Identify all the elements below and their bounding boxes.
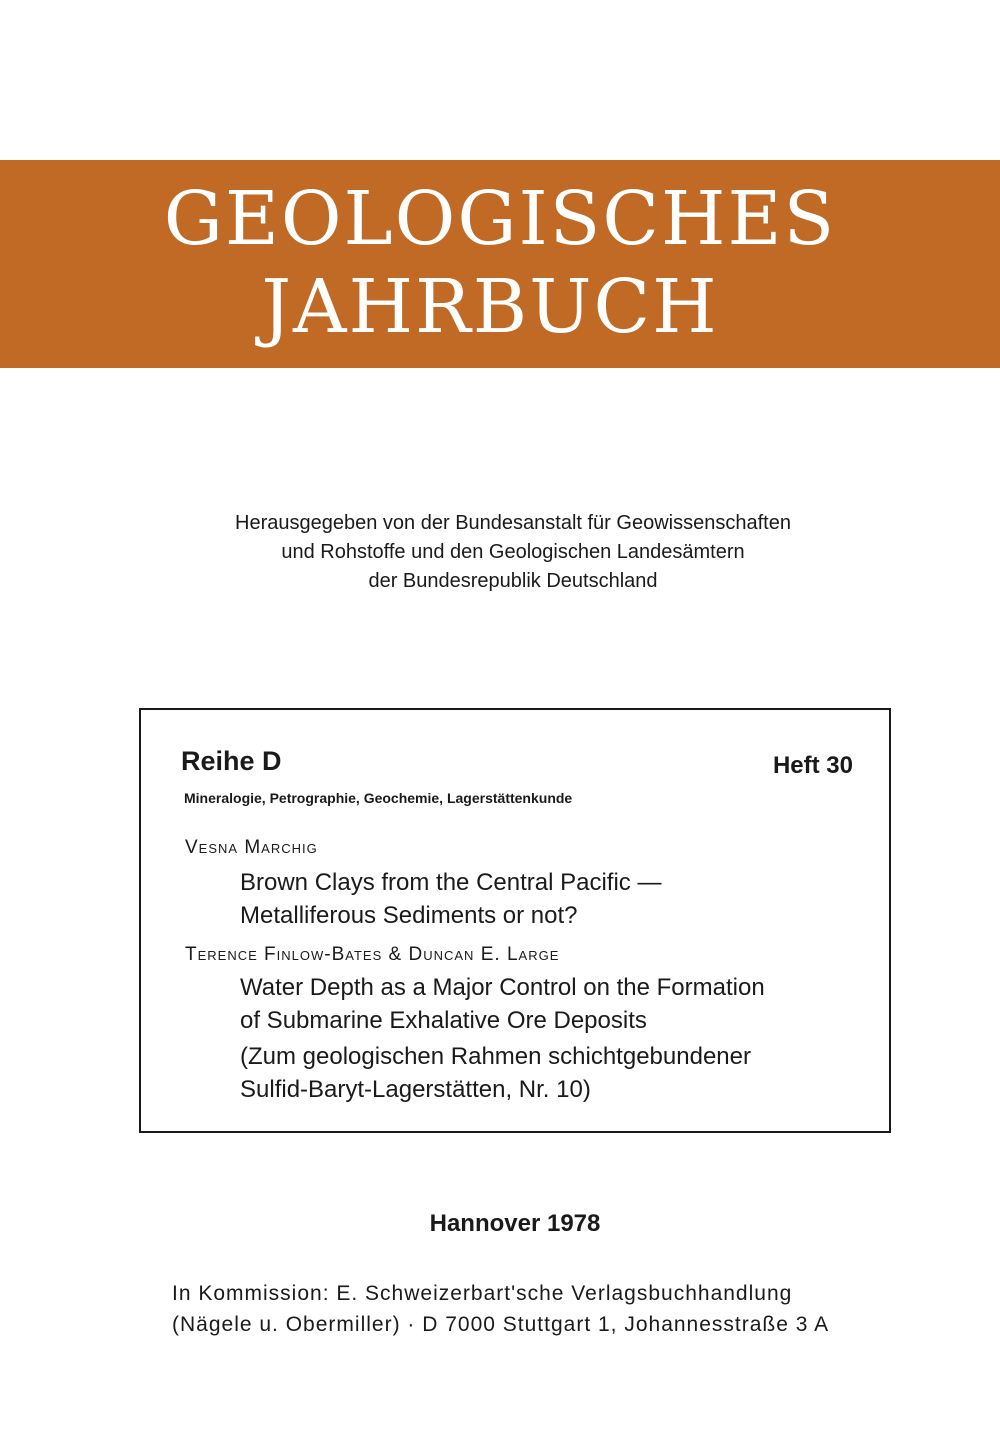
imprint-line: In Kommission: E. Schweizerbart'sche Verlagsbuchhandlung xyxy=(172,1282,793,1305)
article-title-line: of Submarine Exhalative Ore Deposits xyxy=(240,1007,647,1034)
article-subtitle-line: Sulfid-Baryt-Lagerstätten, Nr. 10) xyxy=(240,1076,591,1103)
article-author: Terence Finlow-Bates & Duncan E. Large xyxy=(185,944,560,965)
article-title xyxy=(240,971,765,1037)
article-title xyxy=(240,866,661,932)
article-subtitle-line: (Zum geologischen Rahmen schichtgebundener xyxy=(240,1043,751,1070)
series-label: Reihe D xyxy=(181,746,282,776)
imprint xyxy=(172,1278,829,1340)
contents-box xyxy=(139,708,891,1133)
article-title-line: Water Depth as a Major Control on the Formation xyxy=(240,974,765,1001)
article-title-line: Brown Clays from the Central Pacific — xyxy=(240,869,662,896)
publisher-line: der Bundesrepublik Deutschland xyxy=(368,570,658,592)
title-band xyxy=(0,160,1000,368)
journal-title-line-2: JAHRBUCH xyxy=(261,264,719,350)
article-author: Vesna Marchig xyxy=(185,837,318,858)
publisher-statement xyxy=(0,509,1000,596)
series-subjects: Mineralogie, Petrographie, Geochemie, Lagerstättenkunde xyxy=(184,790,573,806)
article-subtitle xyxy=(240,1040,751,1106)
publisher-line: Herausgegeben von der Bundesanstalt für Geowissenschaften xyxy=(235,512,791,534)
issue-number: Heft 30 xyxy=(772,752,853,779)
place-year: Hannover 1978 xyxy=(429,1210,601,1237)
article-title-line: Metalliferous Sediments or not? xyxy=(240,902,578,929)
imprint-line: (Nägele u. Obermiller) · D 7000 Stuttgart 1, Johannesstraße 3 A xyxy=(172,1313,830,1336)
journal-title-line-1: GEOLOGISCHES xyxy=(163,176,837,262)
publisher-line: und Rohstoffe und den Geologischen Landesämtern xyxy=(281,541,745,563)
